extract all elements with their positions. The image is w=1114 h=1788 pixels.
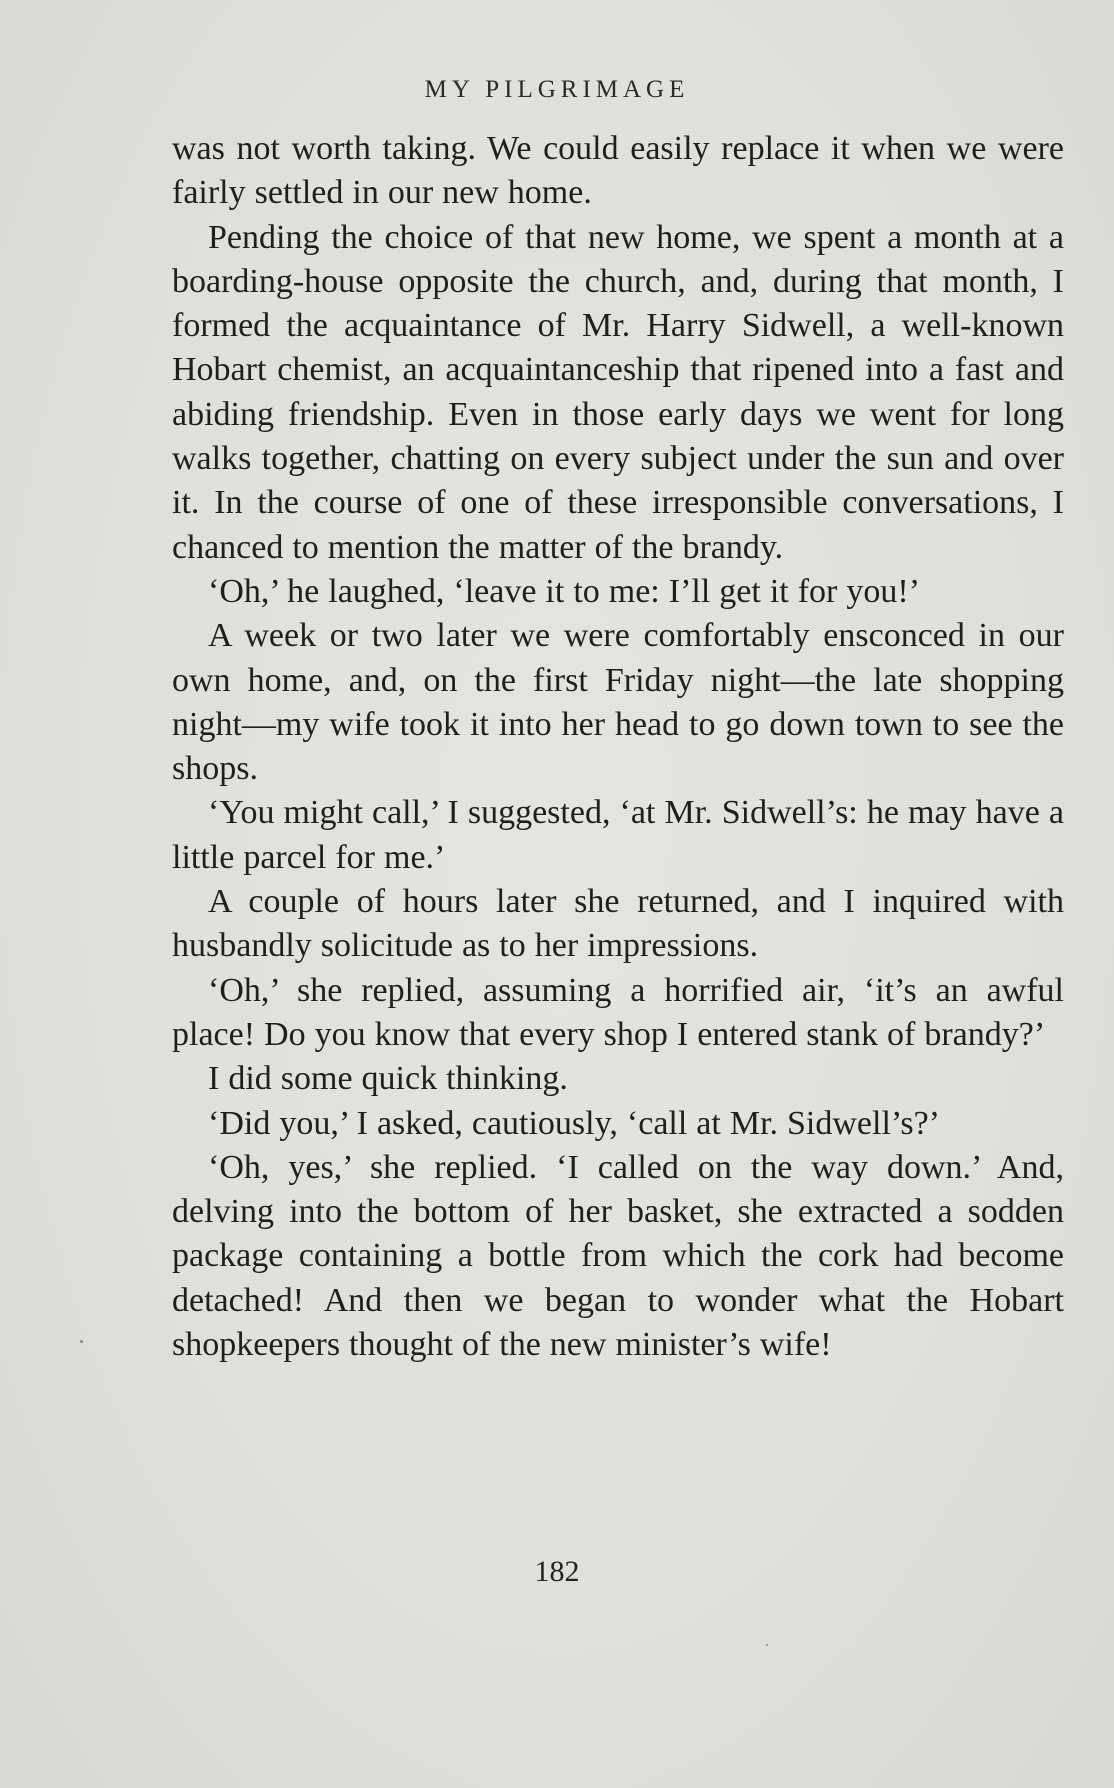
paragraph-2: Pending the choice of that new home, we spent a month at a boarding-house opposite the church, and, during that month, I formed the acquaintance of Mr. Harry Sidwell, a well-known Hobart chemist, an acquaintanceship that ripened into a fast and abiding friendship. Even in those early days we went for long walks together, chatting on every subject under the sun and over it. In the course of one of these irresponsible conversations, I chanced to mention the matter of the brandy.	[172, 218, 1064, 566]
paper-speck	[766, 1644, 768, 1646]
paper-speck	[80, 1340, 83, 1343]
paragraph-8: I did some quick thinking.	[208, 1060, 568, 1098]
paragraph-5: ‘You might call,’ I suggested, ‘at Mr. Sidwell’s: he may have a little parcel for me.’	[172, 794, 1064, 876]
running-head: MY PILGRIMAGE	[424, 76, 690, 103]
paragraph-1: was not worth taking. We could easily replace it when we were fairly settled in our new home.	[172, 130, 1064, 212]
paragraph-10: ‘Oh, yes,’ she replied. ‘I called on the way down.’ And, delving into the bottom of her basket, she extracted a sodden package containing a bottle from which the cork had become detached! And then we began to wonder what the Hobart shopkeepers thought of the new minister’s wife!	[172, 1148, 1064, 1364]
paragraph-3: ‘Oh,’ he laughed, ‘leave it to me: I’ll get it for you!’	[208, 572, 921, 610]
paragraph-9: ‘Did you,’ I asked, cautiously, ‘call at Mr. Sidwell’s?’	[208, 1104, 940, 1142]
body-text	[172, 127, 1064, 1367]
paragraph-6: A couple of hours later she returned, and I inquired with husbandly solicitude as to her impressions.	[172, 883, 1064, 965]
paragraph-7: ‘Oh,’ she replied, assuming a horrified air, ‘it’s an awful place! Do you know that every shop I entered stank of brandy?’	[172, 971, 1064, 1053]
paragraph-4: A week or two later we were comfortably ensconced in our own home, and, on the first Friday night—the late shopping night—my wife took it into her head to go down town to see the shops.	[172, 617, 1064, 788]
page-number: 182	[534, 1555, 580, 1588]
